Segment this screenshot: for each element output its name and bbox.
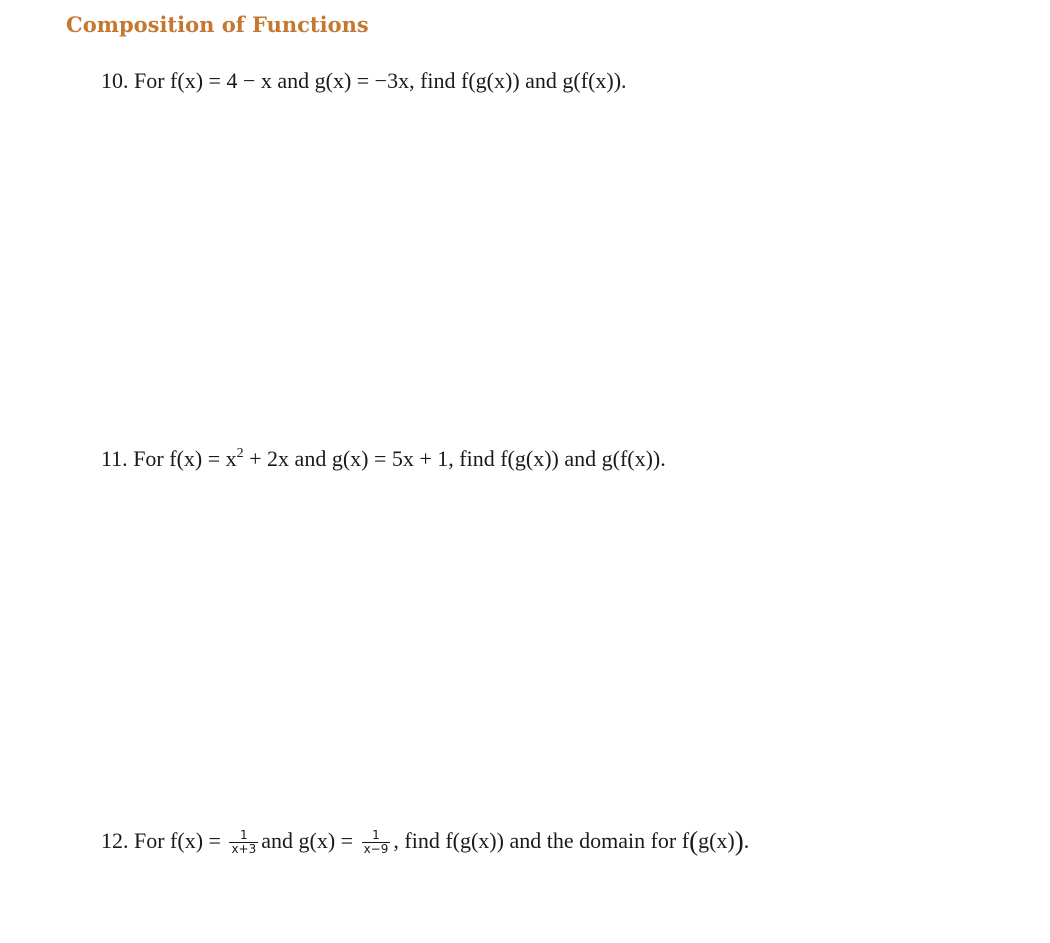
page-title: Composition of Functions	[66, 12, 369, 37]
fraction-numerator: 1	[362, 829, 391, 844]
problem-number: 10.	[101, 68, 129, 93]
composition-fn: f	[681, 828, 690, 853]
fraction-denominator: x−9	[363, 842, 389, 857]
period: .	[743, 828, 750, 853]
problem-text: For f(x) = 4 − x and g(x) = −3x, find f(g(x)) and g(f(x)).	[134, 68, 627, 93]
problem-11	[101, 446, 666, 472]
problem-text-start: For f(x) = x	[133, 446, 237, 471]
problem-text-mid: and g(x) =	[261, 828, 354, 853]
composition-inner: g(x)	[698, 828, 735, 853]
fraction-numerator: 1	[229, 829, 258, 844]
problem-number: 12.	[101, 828, 129, 853]
problem-12	[101, 826, 749, 857]
comma: ,	[393, 828, 399, 853]
open-paren: (	[689, 826, 699, 856]
fraction-g	[362, 829, 391, 858]
exponent: 2	[236, 446, 244, 461]
fraction-denominator: x+3	[231, 842, 257, 857]
problem-text-start: For f(x) =	[134, 828, 221, 853]
fraction-f	[229, 829, 258, 858]
problem-10	[101, 68, 627, 94]
close-paren: )	[734, 826, 744, 856]
problem-text-end: find f(g(x)) and the domain for	[398, 828, 682, 853]
problem-text-end: + 2x and g(x) = 5x + 1, find f(g(x)) and g(f(x)).	[243, 446, 666, 471]
problem-number: 11.	[101, 446, 128, 471]
